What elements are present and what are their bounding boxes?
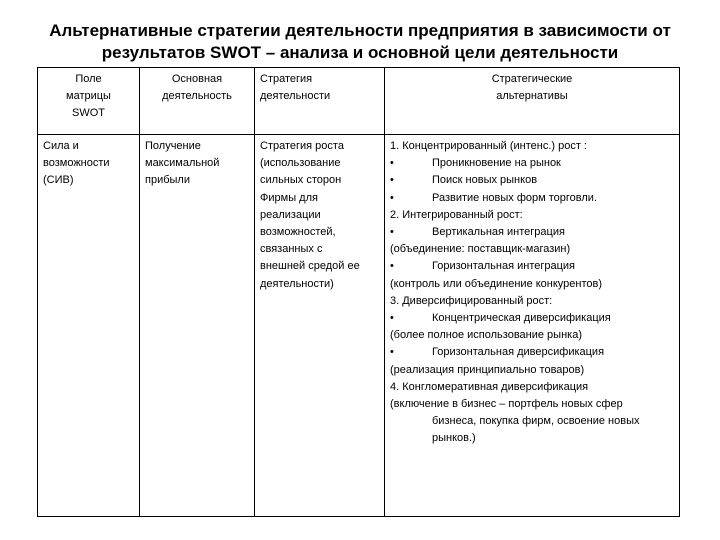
title-line-1: Альтернативные стратегии деятельности предприятия в зависимости от [49, 21, 671, 40]
list-item-text: Горизонтальная диверсификация [432, 346, 605, 359]
list-note: (реализация принципиально товаров) [390, 363, 585, 376]
title-line-2: результатов SWOT – анализа и основной цели деятельности [101, 43, 619, 62]
cell-text: прибыли [145, 174, 190, 187]
cell-text: связанных с [260, 243, 323, 256]
cell-text: Фирмы для [260, 191, 318, 204]
list-item-text: Вертикальная интеграция [432, 226, 565, 239]
bullet-icon: • [390, 312, 394, 325]
cell-text: Получение [145, 140, 201, 152]
list-item-text: Проникновение на рынок [432, 157, 561, 170]
header-text: Основная [171, 73, 223, 85]
cell-swot-field [38, 135, 140, 517]
header-text: матрицы [66, 90, 111, 103]
bullet-icon: • [390, 226, 394, 239]
list-item-text: Поиск новых рынков [432, 174, 538, 187]
list-item [390, 344, 674, 361]
cell-main-activity [140, 135, 255, 517]
list-item [390, 224, 674, 241]
header-text: SWOT [72, 107, 105, 120]
section-heading: 2. Интегрированный рост: [390, 208, 523, 221]
cell-text: деятельности) [260, 277, 334, 290]
bullet-icon: • [390, 260, 394, 273]
cell-text: возможности [43, 157, 110, 170]
header-row [38, 68, 680, 135]
cell-text: Сила и [43, 140, 79, 152]
section-heading: 3. Диверсифицированный рост: [390, 294, 553, 307]
list-item-text: Развитие новых форм торговли. [432, 191, 598, 204]
bullet-icon: • [390, 157, 394, 170]
list-note: бизнеса, покупка фирм, освоение новых [432, 415, 640, 428]
header-strategy [255, 68, 385, 135]
bullet-icon: • [390, 346, 394, 359]
list-note: (включение в бизнес – портфель новых сфер [390, 398, 623, 411]
list-note: (контроль или объединение конкурентов) [390, 277, 603, 290]
header-swot-field [38, 68, 140, 135]
header-text: альтернативы [496, 90, 568, 103]
list-note: рынков.) [432, 432, 476, 445]
table-row [38, 135, 680, 517]
header-text: Стратегия [260, 73, 313, 85]
header-text: деятельность [162, 90, 232, 103]
cell-text: возможностей, [260, 226, 336, 239]
header-text: Стратегические [491, 73, 573, 85]
cell-text: внешней средой ее [260, 260, 360, 273]
list-note: (объединение: поставщик-магазин) [390, 243, 571, 256]
cell-alternatives [385, 135, 680, 517]
cell-text: реализации [260, 208, 321, 221]
list-item-text: Концентрическая диверсификация [432, 312, 611, 325]
header-text: деятельности [260, 90, 331, 103]
cell-text: сильных сторон [260, 174, 342, 187]
header-text: Поле [75, 73, 102, 85]
list-note: (более полное использование рынка) [390, 329, 582, 342]
cell-text: Стратегия роста [260, 140, 344, 152]
header-alternatives [385, 68, 680, 135]
list-item [390, 190, 674, 207]
bullet-icon: • [390, 174, 394, 187]
section-heading: 4. Конгломеративная диверсификация [390, 380, 589, 393]
cell-strategy [255, 135, 385, 517]
section-heading: 1. Концентрированный (интенс.) рост : [390, 140, 587, 152]
header-main-activity [140, 68, 255, 135]
list-item [390, 258, 674, 275]
strategy-table [37, 67, 680, 517]
cell-text: максимальной [145, 157, 220, 170]
list-item-text: Горизонтальная интеграция [432, 260, 575, 273]
bullet-icon: • [390, 191, 394, 204]
list-item [390, 155, 674, 172]
cell-text: (СИВ) [43, 174, 74, 187]
cell-text: (использование [260, 157, 341, 170]
page-title [10, 20, 710, 64]
list-item [390, 310, 674, 327]
list-item [390, 172, 674, 189]
